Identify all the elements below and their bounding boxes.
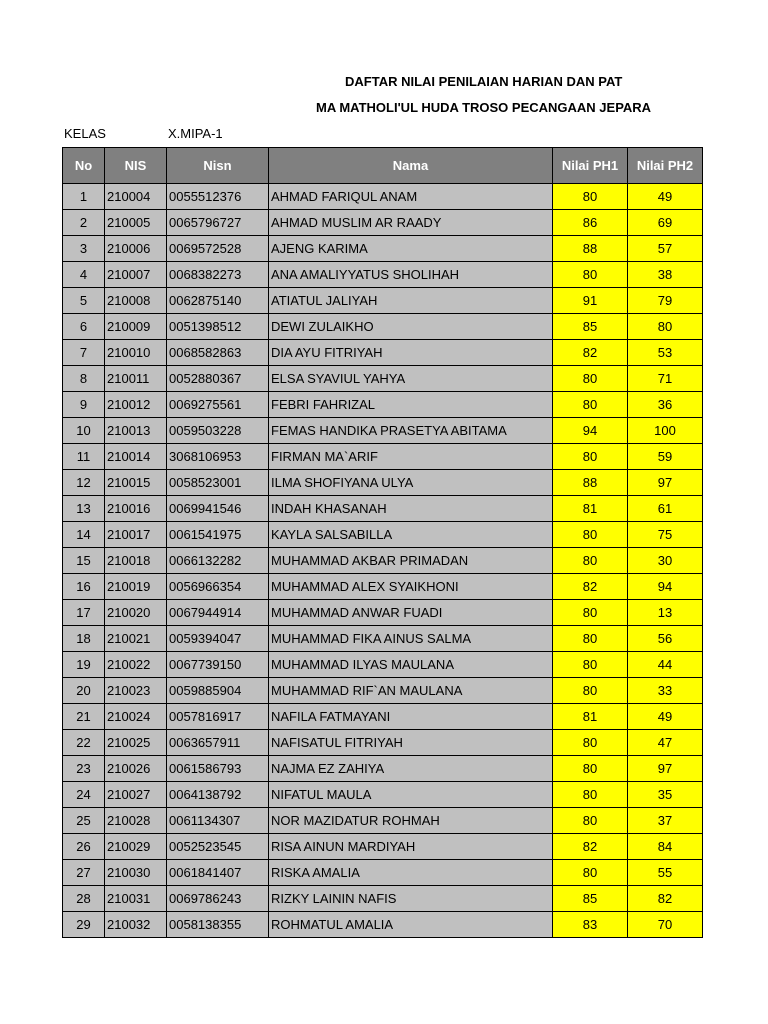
cell-no: 25 (63, 808, 105, 834)
table-row (63, 730, 703, 756)
cell-nama: FEMAS HANDIKA PRASETYA ABITAMA (269, 418, 553, 444)
cell-no: 3 (63, 236, 105, 262)
cell-no: 13 (63, 496, 105, 522)
cell-no: 26 (63, 834, 105, 860)
cell-ph2: 36 (628, 392, 703, 418)
cell-no: 2 (63, 210, 105, 236)
cell-ph1: 80 (553, 756, 628, 782)
cell-no: 10 (63, 418, 105, 444)
cell-ph1: 85 (553, 314, 628, 340)
cell-no: 21 (63, 704, 105, 730)
cell-ph1: 80 (553, 522, 628, 548)
cell-nisn: 0057816917 (167, 704, 269, 730)
cell-nisn: 0059503228 (167, 418, 269, 444)
cell-ph2: 61 (628, 496, 703, 522)
cell-nis: 210023 (105, 678, 167, 704)
cell-nis: 210018 (105, 548, 167, 574)
cell-no: 28 (63, 886, 105, 912)
cell-nisn: 0051398512 (167, 314, 269, 340)
cell-nama: NAFISATUL FITRIYAH (269, 730, 553, 756)
cell-nama: MUHAMMAD RIF`AN MAULANA (269, 678, 553, 704)
cell-ph2: 71 (628, 366, 703, 392)
cell-nis: 210032 (105, 912, 167, 938)
cell-nis: 210031 (105, 886, 167, 912)
header-nisn: Nisn (167, 148, 269, 184)
cell-ph1: 80 (553, 262, 628, 288)
cell-ph1: 80 (553, 548, 628, 574)
document-title: DAFTAR NILAI PENILAIAN HARIAN DAN PAT (345, 74, 623, 89)
cell-no: 5 (63, 288, 105, 314)
cell-nama: RISA AINUN MARDIYAH (269, 834, 553, 860)
cell-nis: 210025 (105, 730, 167, 756)
cell-ph1: 80 (553, 808, 628, 834)
table-row (63, 808, 703, 834)
cell-no: 16 (63, 574, 105, 600)
cell-ph1: 88 (553, 236, 628, 262)
cell-nisn: 0068582863 (167, 340, 269, 366)
cell-ph1: 80 (553, 782, 628, 808)
cell-ph2: 79 (628, 288, 703, 314)
table-row (63, 340, 703, 366)
cell-ph2: 84 (628, 834, 703, 860)
cell-nisn: 0067739150 (167, 652, 269, 678)
cell-ph2: 30 (628, 548, 703, 574)
cell-nis: 210012 (105, 392, 167, 418)
table-row (63, 210, 703, 236)
cell-nis: 210008 (105, 288, 167, 314)
cell-no: 12 (63, 470, 105, 496)
cell-ph2: 97 (628, 470, 703, 496)
cell-nis: 210022 (105, 652, 167, 678)
table-row (63, 756, 703, 782)
header-ph2: Nilai PH2 (628, 148, 703, 184)
cell-nama: NAJMA EZ ZAHIYA (269, 756, 553, 782)
cell-nisn: 3068106953 (167, 444, 269, 470)
cell-nisn: 0068382273 (167, 262, 269, 288)
cell-ph2: 55 (628, 860, 703, 886)
cell-nama: DEWI ZULAIKHO (269, 314, 553, 340)
cell-ph2: 35 (628, 782, 703, 808)
cell-nisn: 0061841407 (167, 860, 269, 886)
cell-no: 1 (63, 184, 105, 210)
cell-nama: ANA AMALIYYATUS SHOLIHAH (269, 262, 553, 288)
cell-nis: 210021 (105, 626, 167, 652)
cell-nis: 210006 (105, 236, 167, 262)
cell-no: 18 (63, 626, 105, 652)
table-row (63, 184, 703, 210)
cell-no: 8 (63, 366, 105, 392)
cell-nisn: 0059394047 (167, 626, 269, 652)
cell-ph1: 91 (553, 288, 628, 314)
cell-nisn: 0059885904 (167, 678, 269, 704)
cell-nisn: 0058138355 (167, 912, 269, 938)
cell-nis: 210007 (105, 262, 167, 288)
table-row (63, 444, 703, 470)
cell-ph2: 69 (628, 210, 703, 236)
class-value: X.MIPA-1 (168, 126, 223, 141)
table-row (63, 392, 703, 418)
cell-nis: 210010 (105, 340, 167, 366)
cell-nama: MUHAMMAD ILYAS MAULANA (269, 652, 553, 678)
cell-ph2: 33 (628, 678, 703, 704)
cell-nama: FEBRI FAHRIZAL (269, 392, 553, 418)
table-row (63, 626, 703, 652)
cell-ph1: 85 (553, 886, 628, 912)
cell-nisn: 0052523545 (167, 834, 269, 860)
cell-nama: ATIATUL JALIYAH (269, 288, 553, 314)
table-row (63, 522, 703, 548)
cell-ph2: 100 (628, 418, 703, 444)
cell-ph1: 88 (553, 470, 628, 496)
cell-ph1: 80 (553, 860, 628, 886)
cell-ph2: 82 (628, 886, 703, 912)
cell-ph2: 38 (628, 262, 703, 288)
cell-nis: 210016 (105, 496, 167, 522)
cell-nisn: 0055512376 (167, 184, 269, 210)
cell-nisn: 0061541975 (167, 522, 269, 548)
grades-table (62, 147, 703, 938)
cell-nis: 210029 (105, 834, 167, 860)
table-row (63, 886, 703, 912)
cell-ph1: 82 (553, 340, 628, 366)
cell-nis: 210009 (105, 314, 167, 340)
cell-nisn: 0052880367 (167, 366, 269, 392)
table-row (63, 314, 703, 340)
header-nis: NIS (105, 148, 167, 184)
cell-ph2: 49 (628, 704, 703, 730)
cell-nama: AJENG KARIMA (269, 236, 553, 262)
cell-nisn: 0066132282 (167, 548, 269, 574)
cell-ph1: 80 (553, 392, 628, 418)
cell-nisn: 0069275561 (167, 392, 269, 418)
cell-ph2: 53 (628, 340, 703, 366)
cell-nis: 210027 (105, 782, 167, 808)
cell-nama: RISKA AMALIA (269, 860, 553, 886)
table-row (63, 600, 703, 626)
cell-no: 6 (63, 314, 105, 340)
table-row (63, 262, 703, 288)
cell-nisn: 0069786243 (167, 886, 269, 912)
cell-ph1: 80 (553, 184, 628, 210)
class-label: KELAS (64, 126, 106, 141)
cell-nama: FIRMAN MA`ARIF (269, 444, 553, 470)
cell-ph2: 94 (628, 574, 703, 600)
cell-nama: INDAH KHASANAH (269, 496, 553, 522)
cell-nama: ILMA SHOFIYANA ULYA (269, 470, 553, 496)
cell-no: 9 (63, 392, 105, 418)
cell-nama: DIA AYU FITRIYAH (269, 340, 553, 366)
table-row (63, 418, 703, 444)
cell-ph1: 94 (553, 418, 628, 444)
cell-ph1: 86 (553, 210, 628, 236)
table-row (63, 678, 703, 704)
cell-no: 11 (63, 444, 105, 470)
table-row (63, 860, 703, 886)
cell-nama: NOR MAZIDATUR ROHMAH (269, 808, 553, 834)
cell-nama: AHMAD FARIQUL ANAM (269, 184, 553, 210)
cell-nisn: 0064138792 (167, 782, 269, 808)
cell-no: 20 (63, 678, 105, 704)
cell-ph2: 75 (628, 522, 703, 548)
cell-ph2: 57 (628, 236, 703, 262)
cell-nisn: 0058523001 (167, 470, 269, 496)
cell-no: 14 (63, 522, 105, 548)
cell-ph1: 80 (553, 444, 628, 470)
cell-ph2: 44 (628, 652, 703, 678)
table-row (63, 288, 703, 314)
cell-nama: NIFATUL MAULA (269, 782, 553, 808)
cell-ph2: 97 (628, 756, 703, 782)
cell-no: 29 (63, 912, 105, 938)
cell-no: 22 (63, 730, 105, 756)
cell-nisn: 0069941546 (167, 496, 269, 522)
cell-ph1: 81 (553, 496, 628, 522)
cell-nama: MUHAMMAD FIKA AINUS SALMA (269, 626, 553, 652)
cell-ph1: 80 (553, 652, 628, 678)
cell-ph1: 80 (553, 730, 628, 756)
cell-nisn: 0067944914 (167, 600, 269, 626)
cell-no: 24 (63, 782, 105, 808)
table-row (63, 470, 703, 496)
cell-nis: 210024 (105, 704, 167, 730)
cell-nisn: 0063657911 (167, 730, 269, 756)
header-nama: Nama (269, 148, 553, 184)
cell-nisn: 0062875140 (167, 288, 269, 314)
cell-no: 4 (63, 262, 105, 288)
cell-nama: RIZKY LAININ NAFIS (269, 886, 553, 912)
table-row (63, 652, 703, 678)
cell-ph2: 56 (628, 626, 703, 652)
cell-ph2: 37 (628, 808, 703, 834)
school-name: MA MATHOLI'UL HUDA TROSO PECANGAAN JEPARA (316, 100, 652, 115)
cell-nis: 210014 (105, 444, 167, 470)
cell-no: 19 (63, 652, 105, 678)
cell-nama: NAFILA FATMAYANI (269, 704, 553, 730)
cell-nisn: 0061586793 (167, 756, 269, 782)
cell-ph1: 81 (553, 704, 628, 730)
cell-ph1: 82 (553, 834, 628, 860)
cell-nama: KAYLA SALSABILLA (269, 522, 553, 548)
cell-ph2: 13 (628, 600, 703, 626)
cell-no: 17 (63, 600, 105, 626)
cell-ph1: 83 (553, 912, 628, 938)
cell-ph2: 49 (628, 184, 703, 210)
header-ph1: Nilai PH1 (553, 148, 628, 184)
header-no: No (63, 148, 105, 184)
cell-nis: 210017 (105, 522, 167, 548)
table-row (63, 782, 703, 808)
table-row (63, 496, 703, 522)
cell-nis: 210019 (105, 574, 167, 600)
cell-nis: 210004 (105, 184, 167, 210)
cell-no: 7 (63, 340, 105, 366)
table-row (63, 834, 703, 860)
cell-nisn: 0065796727 (167, 210, 269, 236)
cell-nama: ROHMATUL AMALIA (269, 912, 553, 938)
cell-nama: AHMAD MUSLIM AR RAADY (269, 210, 553, 236)
table-row (63, 236, 703, 262)
cell-nis: 210020 (105, 600, 167, 626)
cell-nis: 210005 (105, 210, 167, 236)
cell-nama: ELSA SYAVIUL YAHYA (269, 366, 553, 392)
cell-ph2: 47 (628, 730, 703, 756)
table-row (63, 912, 703, 938)
cell-nama: MUHAMMAD AKBAR PRIMADAN (269, 548, 553, 574)
cell-nis: 210015 (105, 470, 167, 496)
cell-no: 15 (63, 548, 105, 574)
table-header (63, 148, 703, 184)
cell-ph2: 70 (628, 912, 703, 938)
table-row (63, 704, 703, 730)
cell-nama: MUHAMMAD ALEX SYAIKHONI (269, 574, 553, 600)
cell-ph1: 82 (553, 574, 628, 600)
cell-nisn: 0069572528 (167, 236, 269, 262)
table-row (63, 548, 703, 574)
cell-ph1: 80 (553, 678, 628, 704)
cell-ph1: 80 (553, 600, 628, 626)
cell-nis: 210026 (105, 756, 167, 782)
table-row (63, 574, 703, 600)
cell-nama: MUHAMMAD ANWAR FUADI (269, 600, 553, 626)
cell-nis: 210013 (105, 418, 167, 444)
cell-nisn: 0061134307 (167, 808, 269, 834)
cell-nis: 210011 (105, 366, 167, 392)
cell-ph1: 80 (553, 626, 628, 652)
table-body (63, 184, 703, 938)
cell-ph2: 80 (628, 314, 703, 340)
table-row (63, 366, 703, 392)
cell-no: 23 (63, 756, 105, 782)
cell-no: 27 (63, 860, 105, 886)
cell-nis: 210030 (105, 860, 167, 886)
header-row (63, 148, 703, 184)
cell-ph1: 80 (553, 366, 628, 392)
cell-ph2: 59 (628, 444, 703, 470)
cell-nisn: 0056966354 (167, 574, 269, 600)
cell-nis: 210028 (105, 808, 167, 834)
